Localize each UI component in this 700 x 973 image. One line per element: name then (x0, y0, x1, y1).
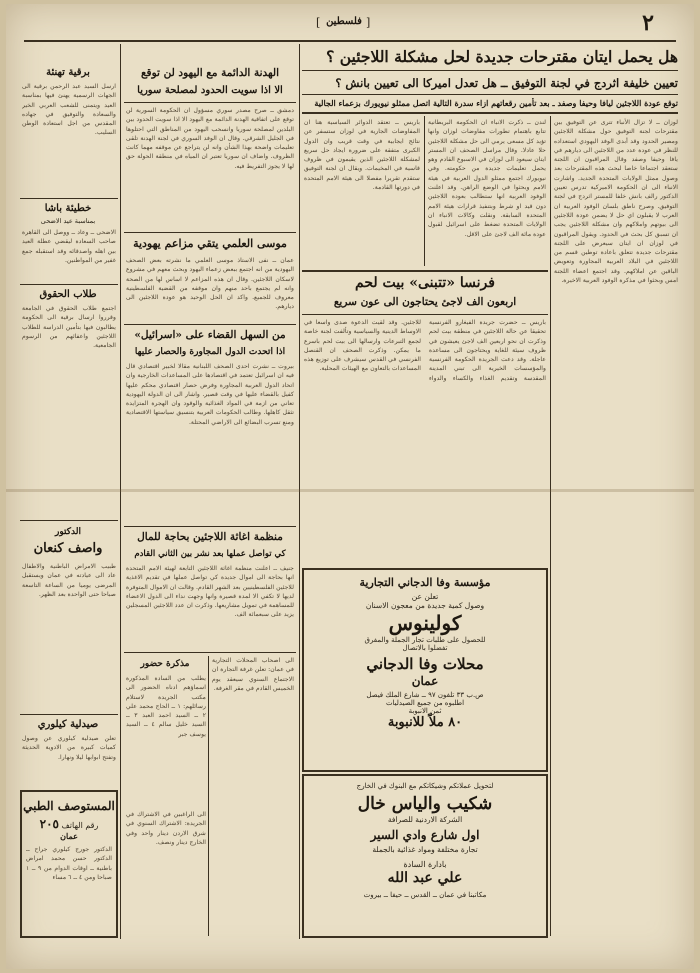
notices-divider (208, 656, 209, 936)
hospital-body: الدكتور جورج كيلوري جراح ــ الدكتور حسن محمد امراض باطنية ــ اوقات الدوام من ٩ ــ ١ صباحا ومن ٤ ــ ٦ مساء (26, 846, 112, 881)
lead-headline-2: تعيين خليفة اثردج في لجنة التوفيق ــ هل تعدل اميركا الى تعيين بانش ؟ (335, 76, 678, 90)
truce-rule (124, 102, 296, 103)
musa-headline: موسى العلمي يتقي مزاعم يهودية (133, 237, 287, 250)
org-body: جنيف ــ اعلنت منظمة اغاثة اللاجئين التابعة لهيئة الامم المتحدة انها بحاجة الى اموال جديدة كي تواصل عملها في تقديم الاغذية للاجئين الفلسطينيين بعد الشهر القادم. وقالت ان الاموال المتوفرة لديها لا تكفي الا لمدة قصيرة وانها وجهت نداء الى الدول الاعضاء للمساهمة في تمويل مشاريعها. وذكرت ان عدد اللاجئين المسجلين يزيد على سبعمائة الف. (126, 565, 294, 619)
paper-name-bracket-right: ] (366, 16, 371, 29)
plain-headline-2: اذا اتحدت الدول المجاورة والحصار عليها (134, 347, 286, 357)
shakib-ad-line-3: تجارة مختلفة ومواد غذائية بالجملة (372, 845, 478, 854)
france-body: باريس ــ حضرت جريدة الفيغارو الفرنسية تحقيقا عن حالة اللاجئين في منطقة بيت لحم وذكرت ان نحو اربعين الف لاجئ يعيشون في ظروف سيئة للغاية ويحتاجون الى مساعدة عاجلة. وقد دعت الجريدة الحكومة الفرنسية والمؤسسات الخيرية الى تبني المدينة المقدسة وتقديم الغذاء والكساء والدواء للاجئين. وقد لقيت الدعوة صدى واسعا في الاوساط الدينية والسياسية وتألفت لجنة خاصة لجمع التبرعات وارسالها الى بيت لحم باسرع ما يمكن. وذكرت الصحف ان القنصل الفرنسي في القدس سيشرف على توزيع هذه المساعدات بالتعاون مع الهيئات المحلية. (304, 319, 546, 382)
shakib-ad-manager-label: بادارة السادة (403, 860, 447, 869)
lead-rule-1 (302, 70, 678, 71)
doctor-body: طبيب الامراض الباطنية والاطفال عاد الى عيادته في عمان ويستقبل المرضى يوميا من الساعة التاسعة صباحا حتى الواحدة بعد الظهر. (22, 563, 116, 598)
lead-headline-1: هل يحمل ايتان مقترحات جديدة لحل مشكلة اللاجئين ؟ (326, 48, 678, 66)
notice-1: الى اصحاب المحلات التجارية في عمان: تعلن غرفة التجارة ان الاجتماع السنوي سيعقد يوم الخميس القادم في مقر الغرفة. (212, 657, 294, 692)
notices-rule-top (124, 652, 296, 653)
musa-rule-top (124, 232, 296, 233)
column-divider-3 (424, 116, 425, 266)
plain-body: بيروت ــ نشرت احدى الصحف اللبنانية مقالا لخبير اقتصادي قال فيه ان اسرائيل تعتمد في اقتصادها على المساعدات الخارجية وان اتحاد الدول العربية المجاورة وفرض حصار اقتصادي محكم عليها كفيل بالقضاء عليها في وقت قصير. واشار الى ان الدولة اليهودية تعاني من ازمة في المواد الغذائية والوقود وان الهجرة المتزايدة تثقل كاهلها. وطالب الحكومات العربية بتنسيق سياستها الاقتصادية ومنع تسرب البضائع الى الاراضي المحتلة. (126, 363, 294, 426)
notice-2-title: مذكرة حضور (140, 659, 190, 669)
wafa-ad-price: ٨٠ ملاً للانبوبة (387, 715, 463, 730)
notice-3: الى الراغبين في الاشتراك في الجريدة: الاشتراك السنوي في شرق الاردن دينار واحد وفي الخارج دينار ونصف. (126, 811, 206, 846)
pharmacy-body: تعلن صيدلية كيلوري عن وصول كميات كبيرة من الادوية الحديثة وتفتح ابوابها ليلا ونهارا. (22, 735, 116, 761)
doctor-label: الدكتور (55, 527, 81, 537)
plain-headline-1: من السهل القضاء على «اسرائيل» (134, 329, 286, 341)
telegram-body: ارسل السيد عبد الرحمن برقية الى الجهات الرسمية يهنئ فيها بمناسبة العيد ويتمنى للشعب العربي الخير والسعادة والتوفيق في جهاده المقدس من اجل استعادة الوطن السليب. (22, 83, 116, 137)
lead-body-mid2: باريس ــ تعتقد الدوائر السياسية هنا ان المفاوضات الجارية في لوزان ستسفر عن نتائج ايجابية في وقت قريب وان الدول الكبرى متفقة على ضرورة ايجاد حل سريع لمشكلة اللاجئين الذين يقيمون في ظروف قاسية في المخيمات. ويقال ان لجنة التوفيق ستقدم تقريرا مفصلا الى هيئة الامم المتحدة في دورتها القادمة. (304, 119, 420, 192)
shakib-ad-line-2: اول شارع وادي السير (370, 828, 480, 842)
wafa-ad-company: محلات وفا الدجاني (366, 655, 484, 673)
telegram-title: برقية تهنئة (46, 67, 90, 78)
pharmacy-title: صيدلية كيلوري (37, 719, 99, 730)
khatiya-body: الاضحى ــ وعاد ــ ووصل الى القاهرة صاحب السعادة ليقضي عطلة العيد بين اهله واصدقائه وقد استقبله جمع غفير من المواطنين. (22, 229, 116, 264)
law-students-title: طلاب الحقوق (39, 289, 97, 300)
hospital-phone: ٢٠٥ (39, 817, 59, 831)
lead-headline-3: توقع عودة اللاجئين ليافا وحيفا وصفد ـ بعد تأمين رقعاتهم ازاء سدرة التالية اتصل ممثلو نيويورك بزعماء الجالية (314, 98, 678, 108)
shakib-ad-title: شكيب والياس خال (357, 794, 493, 814)
shakib-ad-line-1: الشركة الاردنية للصرافة (387, 815, 463, 824)
khatiya-title: خطيئة باشا (44, 203, 92, 214)
shakib-ad-intro: لتحويل عملاتكم وشيكاتكم مع البنوك في الخارج (356, 782, 494, 790)
masthead-rule (24, 40, 676, 42)
hospital-ad-box (20, 790, 118, 938)
hospital-city: عمان (60, 831, 78, 841)
wafa-ad-line-3: للحصول على طلبات تجار الجملة والمفرق (364, 636, 486, 644)
shakib-ad-manager: علي عبد الله (387, 870, 463, 886)
org-headline-2: كي تواصل عملها بعد نشر بين الثاني القادم (134, 549, 286, 559)
france-rule-top (302, 270, 548, 272)
truce-body: دمشق ــ صرح مصدر سوري مسؤول ان الحكومة السورية لن توقع على اتفاقية الهدنة الدائمة مع اليهود الا اذا سويت الحدود بين البلدين لمصلحة سوريا وانسحب اليهود من المناطق التي احتلوها في الجليل الشرقي. وقال ان الوفد السوري في لجنة الهدنة تلقى تعليمات واضحة بهذا الشأن وانه لن يتراجع عن موقفه مهما كانت الظروف. واضاف ان سوريا تعتبر ان المياه في منطقة الحولة حق لها لا يجوز التفريط فيه. (126, 107, 294, 170)
wafa-ad-line-1: تعلن عن (411, 592, 439, 601)
shakib-ad-footer: مكاتبنا في عمان ــ القدس ــ حيفا ــ بيروت (363, 891, 487, 899)
notice-2-body: يطلب من السادة المذكورة اسماؤهم ادناه الحضور الى مكتب الجريدة لاستلام رسائلهم: ١ ــ الحاج محمد علي ٢ ــ السيد احمد العبد ٣ ــ السيد خليل سالم ٤ ــ السيد يوسف جبر (126, 675, 206, 738)
lead-rule-2 (302, 94, 678, 95)
france-headline-1: فرنسا «تتبنى» بيت لحم (355, 275, 495, 291)
doctor-rule (20, 520, 118, 521)
france-rule-bottom (302, 314, 548, 315)
shakib-ad-box (302, 774, 548, 938)
wafa-ad-city: عمان (411, 674, 439, 688)
wafa-ad-line-4: تفضلوا بالاتصال (402, 644, 448, 652)
page-number: ٢ (642, 10, 654, 36)
khatiya-rule (20, 198, 118, 199)
wafa-ad-price-line-2: ثمن الانبوبة (408, 707, 442, 715)
wafa-ad-address: ص.ب ٣٣ تلفون ٩٧ ــ شارع الملك فيصل (366, 691, 484, 699)
law-students-body: اجتمع طلاب الحقوق في الجامعة وقرروا ارسال برقية الى الحكومة يطالبون فيها بتأمين الدراسة للطلاب اللاجئين واعفائهم من الرسوم الجامعية. (22, 305, 116, 350)
musa-body: عمان ــ نفى الاستاذ موسى العلمي ما نشرته بعض الصحف اليهودية من انه اجتمع ببعض زعماء اليهود وبحث معهم في مشروع لاسكان اللاجئين. وقال ان هذه المزاعم لا اساس لها من الصحة وانه لم يجتمع باحد منهم وان موقفه من القضية الفلسطينية معروف للجميع. واكد ان الحل الوحيد هو عودة اللاجئين الى ديارهم. (126, 257, 294, 311)
khatiya-subtitle: بمناسبة عيد الاضحى (40, 217, 96, 225)
france-headline-2: اربعون الف لاجئ يحتاجون الى عون سريع (333, 296, 517, 308)
pharmacy-rule (20, 714, 118, 715)
lead-body-mid: لندن ــ ذكرت الانباء ان الحكومة البريطانية تتابع باهتمام تطورات مفاوضات لوزان وانها تؤيد كل مسعى يرمي الى حل مشكلة اللاجئين حلا عادلا. وقال مراسل الصحف ان المستر ايتان سيعود الى لوزان في الاسبوع القادم وهو يحمل تعليمات جديدة من حكومته. وفي نيويورك اجتمع ممثلو الدول العربية في هيئة الامم وبحثوا في الوضع الراهن. وقد اعلنت الوفود العربية انها ستطالب بعودة اللاجئين دون قيد او شرط وبتنفيذ قرارات هيئة الامم المتحدة السابقة. ونقلت وكالات الانباء ان الولايات المتحدة تضغط على اسرائيل لقبول عودة مائة الف لاجئ على الاقل. (428, 119, 546, 238)
wafa-ad-title: مؤسسة وفا الدجاني التجارية (359, 576, 491, 589)
hospital-phone-label: رقم الهاتف (61, 821, 99, 830)
column-divider-4 (550, 116, 551, 936)
lead-body-right: لوزان ــ لا تزال الأنباء تترى عن التوفيق بين مقترحات لجنة التوفيق حول مشكلة اللاجئين ومصير الحدود وقد أبدى الوفد اليهودي استعداده للنظر في عودة عدد من اللاجئين الى ديارهم في يافا وحيفا وصفد وقال المراقبون ان اللجنة ستعقد اجتماعا خاصا لبحث هذه المقترحات بعد وصول ممثل الولايات المتحدة الجديد. واشارت الانباء الى ان الحكومة الاميركية تدرس تعيين الدكتور رالف بانش خلفا للمستر اثردج في لجنة التوفيق. وصرح ناطق بلسان الوفود العربية ان العرب لا يقبلون اي حل لا يضمن عودة اللاجئين الى بيوتهم واملاكهم وان مشكلة اللاجئين يجب ان تسبق كل بحث في الحدود. ويقول المراقبون في لوزان ان ايتان سيعرض على اللجنة مقترحات جديدة تتعلق باعادة توطين قسم من اللاجئين في البلاد العربية المجاورة وتعويض الباقين عن املاكهم. وقد اجتمع اعضاء اللجنة امس وبحثوا في مذكرة الوفود العربية الاخيرة. (554, 119, 678, 285)
wafa-ad-box (302, 568, 548, 772)
truce-headline-2: الا اذا سويت الحدود لمصلحة سوريا (137, 85, 283, 96)
wafa-ad-line-2: وصول كمية جديدة من معجون الاسنان (365, 601, 485, 610)
law-students-rule (20, 284, 118, 285)
lead-rule-3 (302, 112, 678, 114)
doctor-name: واصف كنعان (33, 541, 103, 556)
paper-name-bracket-left: [ (316, 16, 321, 29)
org-headline-1: منظمة اغاثة اللاجئين بحاجة للمال (137, 531, 283, 543)
newspaper-page (6, 4, 694, 969)
plain-rule-top (124, 324, 296, 325)
wafa-ad-brand: كولينوس (388, 611, 462, 635)
hospital-title: المستوصف الطبي (23, 799, 115, 813)
wafa-ad-price-line-1: اطلبوه من جميع الصيدليات (385, 699, 465, 707)
paper-name: فلسطين (326, 16, 362, 27)
truce-headline-1: الهدنة الدائمة مع اليهود لن توقع (140, 67, 280, 79)
paper-fold-line (6, 489, 694, 492)
org-rule-top (124, 526, 296, 527)
hospital-phone-row (22, 817, 116, 831)
